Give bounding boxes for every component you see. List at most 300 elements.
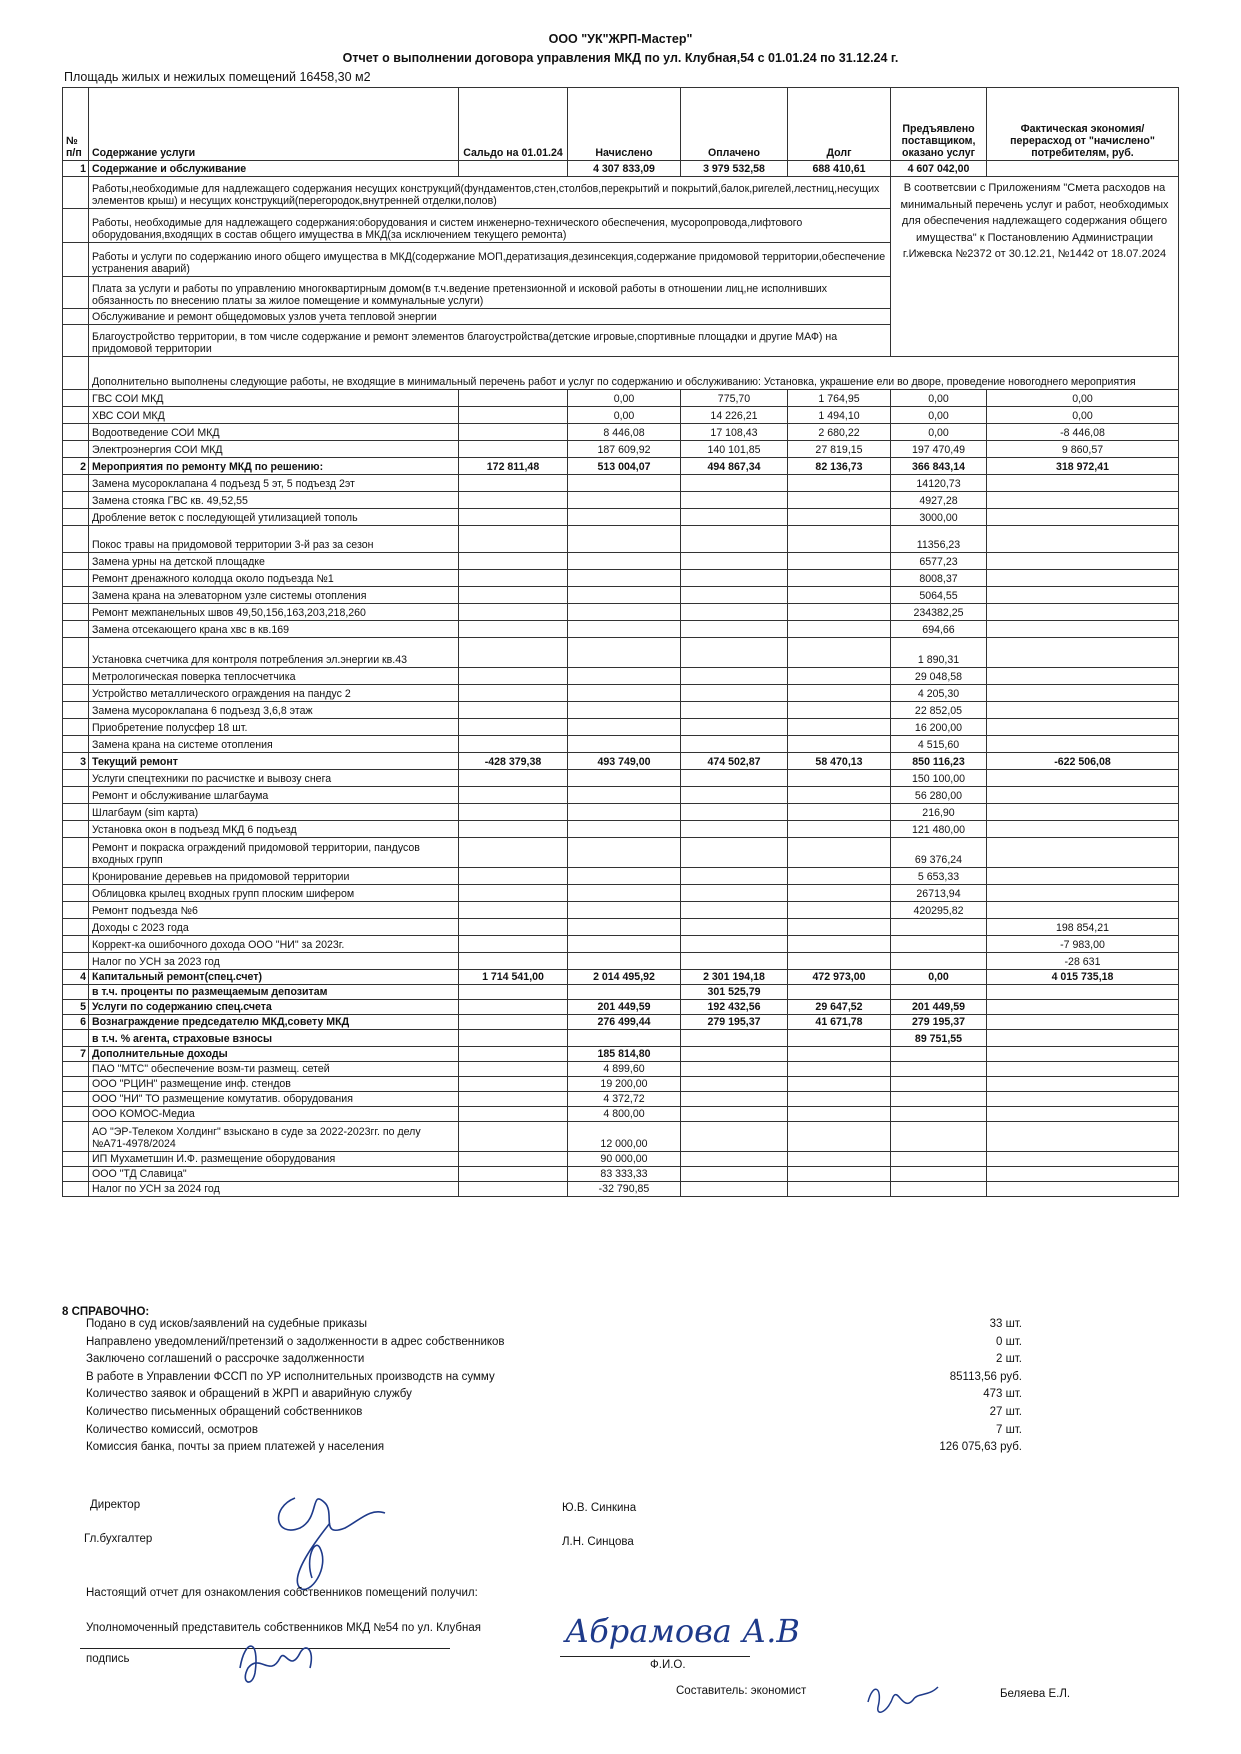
item-name: ООО "РЦИН" размещение инф. стендов — [89, 1077, 459, 1092]
item-name: Налог по УСН за 2024 год — [89, 1182, 459, 1197]
cell-no — [63, 1122, 89, 1152]
item-value: 4 800,00 — [568, 1107, 681, 1122]
table-row — [63, 1030, 1179, 1047]
table-row — [63, 1182, 1179, 1197]
cell-no — [63, 787, 89, 804]
reference-item — [62, 1336, 1062, 1354]
norms-note: В соответсвии с Приложениям "Смета расходов на минимальный перечень услуг и работ, необходимых для обеспечения надлежащего содержания общего имущества" к Постановлению Администрации г.Ижевска №2372 от 30.12.21, №1442 от 18.07.2024 — [891, 177, 1179, 357]
table-row — [63, 161, 1179, 177]
reference-value: 7 шт. — [995, 1423, 1022, 1436]
cell-name: в т.ч. проценты по размещаемым депозитам — [89, 985, 459, 1000]
cell-paid: 140 101,85 — [681, 441, 788, 458]
cell-debt — [788, 985, 891, 1000]
cell-saldo — [459, 1015, 568, 1030]
item-value: 69 376,24 — [891, 838, 987, 868]
item-value: 234382,25 — [891, 604, 987, 621]
reference-item — [62, 1406, 1062, 1424]
representative-text: Уполномоченный представитель собственников МКД №54 по ул. Клубная — [86, 1622, 481, 1634]
cell-no — [63, 209, 89, 243]
reference-value: 0 шт. — [995, 1335, 1022, 1348]
table-row — [63, 668, 1179, 685]
cell-fact: -8 446,08 — [987, 424, 1179, 441]
table-row — [63, 1062, 1179, 1077]
reference-label: Подано в суд исков/заявлений на судебные приказы — [86, 1318, 368, 1330]
item-value: 26713,94 — [891, 885, 987, 902]
accountant-label: Гл.бухгалтер — [84, 1533, 153, 1545]
cell-name: Мероприятия по ремонту МКД по решению: — [89, 458, 459, 475]
cell-debt: 688 410,61 — [788, 161, 891, 177]
cell-presented: 850 116,23 — [891, 753, 987, 770]
reference-title: 8 СПРАВОЧНО: — [62, 1306, 150, 1318]
item-name: Замена крана на системе отопления — [89, 736, 459, 753]
item-value: -32 790,85 — [568, 1182, 681, 1197]
cell-saldo — [459, 441, 568, 458]
sign-label: подпись — [86, 1653, 130, 1665]
cell-no: 6 — [63, 1015, 89, 1030]
cell-no — [63, 685, 89, 702]
table-row — [63, 1167, 1179, 1182]
table-row — [63, 1077, 1179, 1092]
cell-presented: 0,00 — [891, 970, 987, 985]
cell-accrued — [568, 985, 681, 1000]
item-value: 11356,23 — [891, 526, 987, 553]
cell-name: ГВС СОИ МКД — [89, 390, 459, 407]
cell-paid: 2 301 194,18 — [681, 970, 788, 985]
cell-name: Капитальный ремонт(спец.счет) — [89, 970, 459, 985]
work-description: Работы,необходимые для надлежащего содержания несущих конструкций(фундаментов,стен,столбов,перекрытий и покрытий,балок,ригелей,лестниц,несущих элементов крыш) и несущих конструкций(перегородок,внутренней отделки,полов) — [89, 177, 891, 209]
item-name: Коррект-ка ошибочного дохода ООО "НИ" за 2023г. — [89, 936, 459, 953]
reference-block — [62, 1306, 1062, 1459]
cell-no: 1 — [63, 161, 89, 177]
cell-no — [63, 424, 89, 441]
cell-saldo: 172 811,48 — [459, 458, 568, 475]
cell-no — [63, 770, 89, 787]
item-name: Ремонт и обслуживание шлагбаума — [89, 787, 459, 804]
table-row — [63, 475, 1179, 492]
table-row — [63, 1047, 1179, 1062]
cell-saldo — [459, 1000, 568, 1015]
cell-no — [63, 838, 89, 868]
director-signature-image — [250, 1468, 430, 1598]
item-value: 83 333,33 — [568, 1167, 681, 1182]
table-row — [63, 804, 1179, 821]
item-value: 56 280,00 — [891, 787, 987, 804]
col-accrued: Начислено — [568, 88, 681, 161]
reference-item — [62, 1441, 1062, 1459]
table-row — [63, 902, 1179, 919]
cell-paid: 279 195,37 — [681, 1015, 788, 1030]
col-paid: Оплачено — [681, 88, 788, 161]
cell-fact — [987, 1000, 1179, 1015]
cell-no — [63, 357, 89, 390]
cell-name: ХВС СОИ МКД — [89, 407, 459, 424]
item-name: Замена мусороклапана 6 подъезд 3,6,8 этаж — [89, 702, 459, 719]
table-row — [63, 753, 1179, 770]
table-row — [63, 1015, 1179, 1030]
cell-debt: 58 470,13 — [788, 753, 891, 770]
table-row — [63, 509, 1179, 526]
cell-accrued: 185 814,80 — [568, 1047, 681, 1062]
cell-paid: 301 525,79 — [681, 985, 788, 1000]
cell-no — [63, 985, 89, 1000]
cell-fact: 318 972,41 — [987, 458, 1179, 475]
cell-no — [63, 621, 89, 638]
item-name: Замена стояка ГВС кв. 49,52,55 — [89, 492, 459, 509]
cell-no — [63, 604, 89, 621]
cell-no: 4 — [63, 970, 89, 985]
reference-value: 85113,56 руб. — [949, 1370, 1022, 1383]
cell-fact — [987, 1015, 1179, 1030]
cell-no: 2 — [63, 458, 89, 475]
table-row — [63, 919, 1179, 936]
cell-no — [63, 1077, 89, 1092]
item-value: 1 890,31 — [891, 638, 987, 668]
item-name: Доходы с 2023 года — [89, 919, 459, 936]
cell-presented — [891, 1047, 987, 1062]
cell-name: Текущий ремонт — [89, 753, 459, 770]
item-value: 5064,55 — [891, 587, 987, 604]
reference-item — [62, 1353, 1062, 1371]
cell-no — [63, 953, 89, 970]
item-name: Налог по УСН за 2023 год — [89, 953, 459, 970]
table-row — [63, 736, 1179, 753]
fio-label: Ф.И.О. — [650, 1659, 686, 1671]
item-name: Приобретение полусфер 18 шт. — [89, 719, 459, 736]
received-text: Настоящий отчет для ознакомления собственников помещений получил: — [86, 1587, 478, 1599]
item-name: Замена мусороклапана 4 подъезд 5 эт, 5 подъезд 2эт — [89, 475, 459, 492]
cell-no — [63, 177, 89, 209]
cell-presented: 89 751,55 — [891, 1030, 987, 1047]
item-name: ИП Мухаметшин И.Ф. размещение оборудования — [89, 1152, 459, 1167]
cell-no: 3 — [63, 753, 89, 770]
cell-presented: 366 843,14 — [891, 458, 987, 475]
work-description: Благоустройство территории, в том числе содержание и ремонт элементов благоустройства(детские игровые,спортивные площадки и другие МАФ) на придомовой территории — [89, 325, 891, 357]
cell-no — [63, 325, 89, 357]
table-row — [63, 441, 1179, 458]
director-label: Директор — [90, 1499, 141, 1511]
item-value: 5 653,33 — [891, 868, 987, 885]
table-row — [63, 621, 1179, 638]
reference-item — [62, 1318, 1062, 1336]
table-row — [63, 685, 1179, 702]
item-name: Замена урны на детской площадке — [89, 553, 459, 570]
reference-value: 473 шт. — [983, 1388, 1022, 1401]
item-name: Ремонт подъезда №6 — [89, 902, 459, 919]
work-description: Обслуживание и ремонт общедомовых узлов учета тепловой энергии — [89, 309, 891, 325]
item-value: 694,66 — [891, 621, 987, 638]
table-row — [63, 936, 1179, 953]
table-row — [63, 885, 1179, 902]
cell-debt: 29 647,52 — [788, 1000, 891, 1015]
compiler-signature-image — [858, 1672, 948, 1722]
cell-presented: 0,00 — [891, 424, 987, 441]
cell-name: Вознаграждение председателю МКД,совету МКД — [89, 1015, 459, 1030]
col-presented: Предъявлено поставщиком, оказано услуг — [891, 88, 987, 161]
reference-item — [62, 1371, 1062, 1389]
cell-paid: 775,70 — [681, 390, 788, 407]
item-name: ООО КОМОС-Медиа — [89, 1107, 459, 1122]
reference-item — [62, 1388, 1062, 1406]
item-value: 4 899,60 — [568, 1062, 681, 1077]
table-row — [63, 838, 1179, 868]
reference-label: Комиссия банка, почты за прием платежей у населения — [86, 1441, 385, 1454]
reference-value: 126 075,63 руб. — [939, 1441, 1022, 1454]
item-value: 6577,23 — [891, 553, 987, 570]
cell-debt: 472 973,00 — [788, 970, 891, 985]
additional-works: Дополнительно выполнены следующие работы, не входящие в минимальный перечень работ и услуг по содержанию и обслуживанию: Установка, украшение ели во дворе, проведение новогоднего мероприятия — [89, 357, 1179, 390]
additional-row — [63, 357, 1179, 390]
item-name: ООО "НИ" ТО размещение комутатив. оборудования — [89, 1092, 459, 1107]
representative-signature-image — [230, 1628, 330, 1698]
work-description: Работы, необходимые для надлежащего содержания:оборудования и систем инженерно-технического обеспечения, мусоропровода,лифтового оборудования,входящих в состав общего имущества в МКД(за исключением текущего ремонта) — [89, 209, 891, 243]
cell-name: Электроэнергия СОИ МКД — [89, 441, 459, 458]
cell-no — [63, 885, 89, 902]
table-row — [63, 424, 1179, 441]
report-table — [62, 87, 1179, 1197]
cell-no — [63, 719, 89, 736]
cell-no — [63, 1152, 89, 1167]
item-name: Установка окон в подъезд МКД 6 подъезд — [89, 821, 459, 838]
reference-value: 33 шт. — [989, 1318, 1022, 1330]
cell-paid: 494 867,34 — [681, 458, 788, 475]
cell-fact: 0,00 — [987, 407, 1179, 424]
item-value: 150 100,00 — [891, 770, 987, 787]
cell-no — [63, 309, 89, 325]
col-saldo: Сальдо на 01.01.24 — [459, 88, 568, 161]
cell-name: в т.ч. % агента, страховые взносы — [89, 1030, 459, 1047]
reference-list — [62, 1318, 1062, 1459]
cell-saldo — [459, 1047, 568, 1062]
item-name: Замена крана на элеваторном узле системы отопления — [89, 587, 459, 604]
cell-name: Содержание и обслуживание — [89, 161, 459, 177]
col-no: № п/п — [63, 88, 89, 161]
cell-accrued: 276 499,44 — [568, 1015, 681, 1030]
cell-no — [63, 1030, 89, 1047]
cell-no — [63, 587, 89, 604]
item-value: 16 200,00 — [891, 719, 987, 736]
cell-no — [63, 475, 89, 492]
table-row — [63, 719, 1179, 736]
table-row — [63, 1152, 1179, 1167]
cell-no — [63, 736, 89, 753]
item-value: 22 852,05 — [891, 702, 987, 719]
cell-paid — [681, 1047, 788, 1062]
cell-debt: 1 494,10 — [788, 407, 891, 424]
table-row — [63, 1092, 1179, 1107]
cell-paid: 17 108,43 — [681, 424, 788, 441]
table-row — [63, 702, 1179, 719]
item-value: 8008,37 — [891, 570, 987, 587]
reference-item — [62, 1424, 1062, 1442]
director-name: Ю.В. Синкина — [562, 1502, 637, 1514]
cell-no — [63, 638, 89, 668]
cell-debt: 1 764,95 — [788, 390, 891, 407]
cell-debt: 82 136,73 — [788, 458, 891, 475]
cell-no — [63, 804, 89, 821]
cell-paid: 3 979 532,58 — [681, 161, 788, 177]
cell-presented: 0,00 — [891, 390, 987, 407]
cell-no — [63, 702, 89, 719]
cell-no — [63, 553, 89, 570]
cell-no — [63, 936, 89, 953]
col-debt: Долг — [788, 88, 891, 161]
item-value: 12 000,00 — [568, 1122, 681, 1152]
cell-fact: 0,00 — [987, 390, 1179, 407]
cell-no — [63, 1092, 89, 1107]
table-row — [63, 1000, 1179, 1015]
cell-presented: 4 607 042,00 — [891, 161, 987, 177]
cell-no — [63, 441, 89, 458]
table-row — [63, 1107, 1179, 1122]
cell-accrued: 4 307 833,09 — [568, 161, 681, 177]
item-value: 420295,82 — [891, 902, 987, 919]
item-name: Метрологическая поверка теплосчетчика — [89, 668, 459, 685]
cell-saldo: 1 714 541,00 — [459, 970, 568, 985]
item-name: Услуги спецтехники по расчистке и вывозу снега — [89, 770, 459, 787]
cell-accrued: 0,00 — [568, 390, 681, 407]
cell-fact: 9 860,57 — [987, 441, 1179, 458]
cell-paid: 192 432,56 — [681, 1000, 788, 1015]
item-name: Устройство металлического ограждения на пандус 2 — [89, 685, 459, 702]
cell-saldo — [459, 407, 568, 424]
item-fact: -7 983,00 — [987, 936, 1179, 953]
item-value: 3000,00 — [891, 509, 987, 526]
cell-fact: -622 506,08 — [987, 753, 1179, 770]
col-service: Содержание услуги — [89, 88, 459, 161]
cell-presented: 201 449,59 — [891, 1000, 987, 1015]
col-fact: Фактическая экономия/перерасход от "начислено" потребителям, руб. — [987, 88, 1179, 161]
table-body — [63, 161, 1179, 1197]
cell-no — [63, 492, 89, 509]
cell-name: Дополнительные доходы — [89, 1047, 459, 1062]
cell-no — [63, 902, 89, 919]
item-name: ПАО "МТС" обеспечение возм-ти размещ. сетей — [89, 1062, 459, 1077]
reference-label: Количество комиссий, осмотров — [86, 1423, 258, 1436]
item-value: 29 048,58 — [891, 668, 987, 685]
item-value: 4927,28 — [891, 492, 987, 509]
table-row — [63, 985, 1179, 1000]
cell-presented: 197 470,49 — [891, 441, 987, 458]
table-row — [63, 821, 1179, 838]
item-name: Ремонт дренажного колодца около подъезда №1 — [89, 570, 459, 587]
work-description: Плата за услуги и работы по управлению многоквартирным домом(в т.ч.ведение претензионной и исковой работы в отношении лиц,не исполнивших обязанность по внесению платы за жилое помещение и коммунальные услуги) — [89, 277, 891, 309]
cell-presented: 279 195,37 — [891, 1015, 987, 1030]
item-value: 216,90 — [891, 804, 987, 821]
table-row — [63, 638, 1179, 668]
reference-label: В работе в Управлении ФССП по УР исполнительных производств на сумму — [86, 1370, 495, 1383]
item-name: Ремонт межпанельных швов 49,50,156,163,203,218,260 — [89, 604, 459, 621]
cell-no — [63, 1167, 89, 1182]
item-fact: 198 854,21 — [987, 919, 1179, 936]
item-value: 14120,73 — [891, 475, 987, 492]
table-row — [63, 787, 1179, 804]
cell-no — [63, 390, 89, 407]
cell-fact — [987, 1047, 1179, 1062]
item-name: Шлагбаум (sim карта) — [89, 804, 459, 821]
cell-accrued: 2 014 495,92 — [568, 970, 681, 985]
cell-debt: 2 680,22 — [788, 424, 891, 441]
cell-name: Услуги по содержанию спец.счета — [89, 1000, 459, 1015]
table-row — [63, 953, 1179, 970]
cell-debt — [788, 1047, 891, 1062]
cell-accrued: 0,00 — [568, 407, 681, 424]
item-name: Замена отсекающего крана хвс в кв.169 — [89, 621, 459, 638]
work-row — [63, 177, 1179, 209]
table-row — [63, 526, 1179, 553]
cell-debt: 41 671,78 — [788, 1015, 891, 1030]
cell-saldo — [459, 424, 568, 441]
cell-no — [63, 1062, 89, 1077]
fio-line — [560, 1656, 750, 1657]
item-name: ООО "ТД Славица" — [89, 1167, 459, 1182]
item-name: Облицовка крылец входных групп плоским шифером — [89, 885, 459, 902]
cell-no — [63, 1182, 89, 1197]
cell-accrued — [568, 1030, 681, 1047]
cell-fact: 4 015 735,18 — [987, 970, 1179, 985]
table-row — [63, 570, 1179, 587]
reference-label: Направлено уведомлений/претензий о задолженности в адрес собственников — [86, 1335, 505, 1348]
cell-debt: 27 819,15 — [788, 441, 891, 458]
cell-accrued: 513 004,07 — [568, 458, 681, 475]
cell-saldo — [459, 390, 568, 407]
compiler-name: Беляева Е.Л. — [1000, 1688, 1071, 1700]
reference-label: Количество письменных обращений собственников — [86, 1405, 363, 1418]
reference-value: 27 шт. — [989, 1405, 1022, 1418]
cell-presented — [891, 985, 987, 1000]
report-title: Отчет о выполнении договора управления МКД по ул. Клубная,54 с 01.01.24 по 31.12.24 г. — [342, 51, 899, 65]
cell-no — [63, 919, 89, 936]
org-name: ООО "УК"ЖРП-Мастер" — [548, 32, 693, 46]
cell-accrued: 201 449,59 — [568, 1000, 681, 1015]
cell-no — [63, 526, 89, 553]
cell-no — [63, 277, 89, 309]
cell-no: 5 — [63, 1000, 89, 1015]
item-name: Установка счетчика для контроля потребления эл.энергии кв.43 — [89, 638, 459, 668]
cell-presented: 0,00 — [891, 407, 987, 424]
cell-saldo — [459, 1030, 568, 1047]
item-value: 90 000,00 — [568, 1152, 681, 1167]
cell-fact — [987, 985, 1179, 1000]
table-row — [63, 553, 1179, 570]
work-description: Работы и услуги по содержанию иного общего имущества в МКД(содержание МОП,дератизация,дезинсекция,содержание придомовой территории,обеспечение устранения аварий) — [89, 243, 891, 277]
cell-fact — [987, 161, 1179, 177]
cell-no — [63, 1107, 89, 1122]
area-info: Площадь жилых и нежилых помещений 16458,30 м2 — [64, 70, 371, 84]
table-row — [63, 390, 1179, 407]
cell-saldo: -428 379,38 — [459, 753, 568, 770]
item-name: Покос травы на придомовой территории 3-й раз за сезон — [89, 526, 459, 553]
cell-fact — [987, 1030, 1179, 1047]
table-row — [63, 604, 1179, 621]
table-row — [63, 458, 1179, 475]
cell-no — [63, 668, 89, 685]
compiler-label: Составитель: экономист — [676, 1685, 807, 1697]
cell-no — [63, 821, 89, 838]
cell-no — [63, 868, 89, 885]
table-row — [63, 587, 1179, 604]
cell-no — [63, 570, 89, 587]
item-value: 4 515,60 — [891, 736, 987, 753]
cell-saldo — [459, 161, 568, 177]
item-name: АО "ЭР-Телеком Холдинг" взыскано в суде за 2022-2023гг. по делу №А71-4978/2024 — [89, 1122, 459, 1152]
table-row — [63, 492, 1179, 509]
handwritten-name: Абрамова А.В — [565, 1612, 800, 1650]
cell-debt — [788, 1030, 891, 1047]
cell-no — [63, 407, 89, 424]
cell-no — [63, 509, 89, 526]
cell-paid: 474 502,87 — [681, 753, 788, 770]
item-value: 4 205,30 — [891, 685, 987, 702]
